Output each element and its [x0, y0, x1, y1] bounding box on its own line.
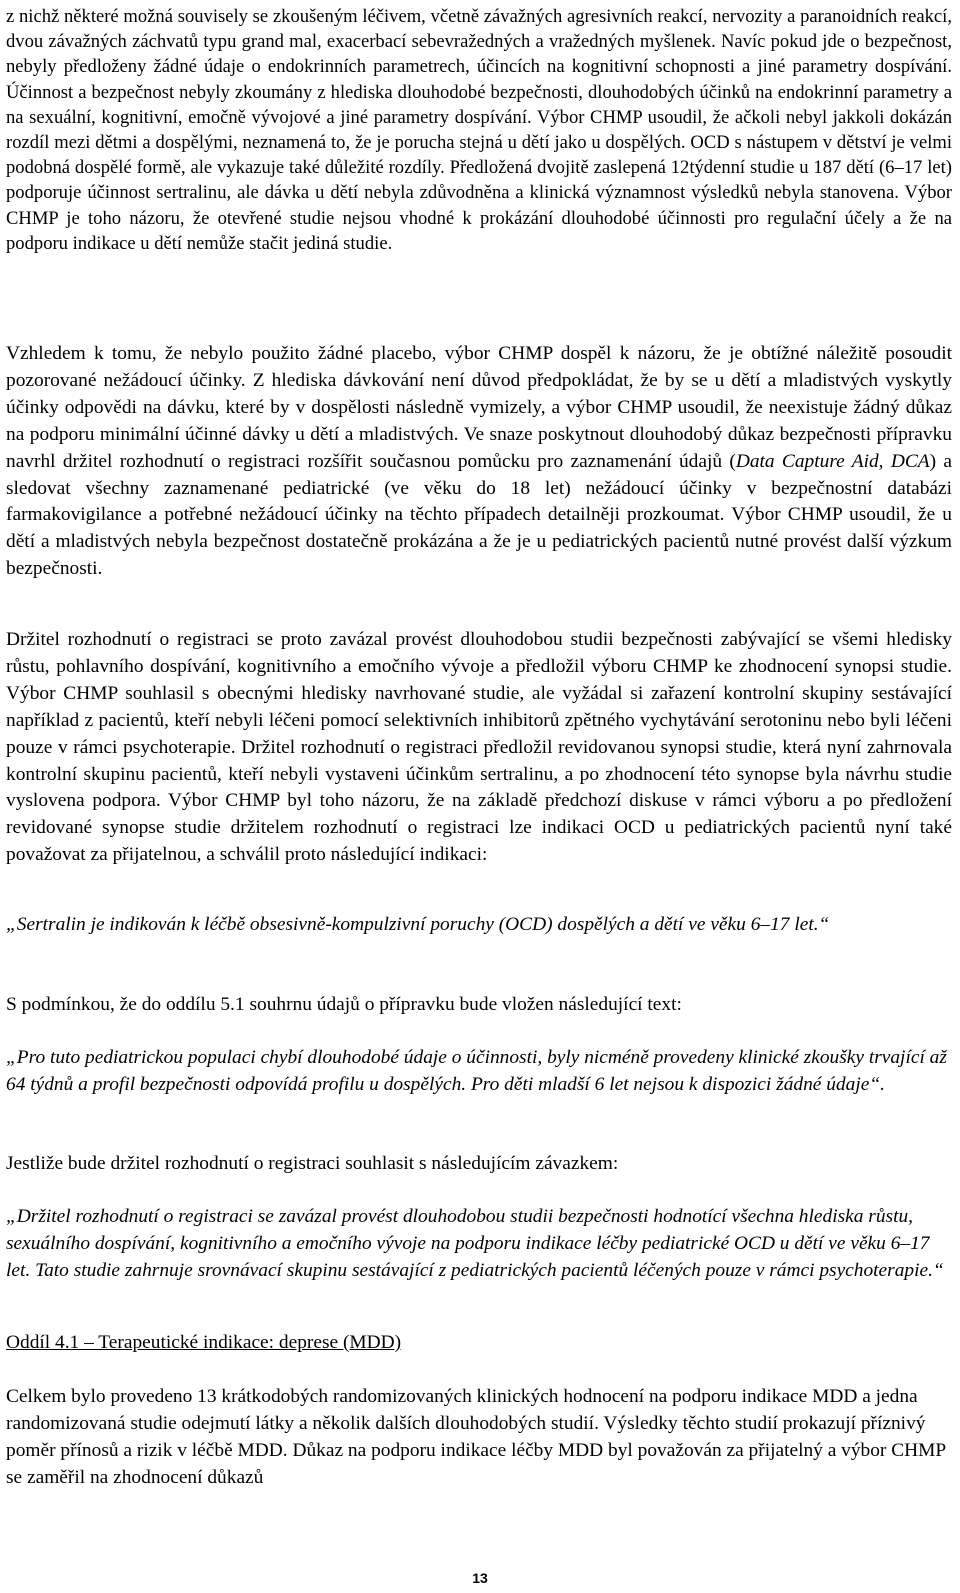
- section-heading: Oddíl 4.1 – Terapeutické indikace: deprese (MDD): [6, 1332, 402, 1353]
- paragraph-text: Vzhledem k tomu, že nebylo použito žádné placebo, výbor CHMP dospěl k názoru, že je obtížné náležitě posoudit pozorované nežádoucí účinky. Z hlediska dávkování není důvod předpokládat, že by se u dětí a mladistvých vyskytly účinky odpovědi na dávku, které by v dospělosti následně vymizely, a výbor CHMP usoudil, že neexistuje žádný důkaz na podporu minimální účinné dávky u dětí a mladistvých. Ve snaze poskytnout dlouhodobý důkaz bezpečnosti přípravku navrhl držitel rozhodnutí o registraci rozšířit současnou pomůcku pro zaznamenání údajů (: [6, 343, 952, 472]
- paragraph-text: ) a sledovat všechny zaznamenané pediatrické (ve věku do 18 let) nežádoucí účinky v bezpečnostní databázi farmakovigilance a potřebné nežádoucí účinky na těchto případech detailněji prozkoumat. Výbor CHMP usoudil, že u dětí a mladistvých nebyla bezpečnost dostatečně prokázána a že je u pediatrických pacientů nutné provést další výzkum bezpečnosti.: [6, 450, 952, 580]
- quote-spc-text: „Pro tuto pediatrickou populaci chybí dlouhodobé údaje o účinnosti, byly nicméně provedeny klinické zkoušky trvající až 64 týdnů a profil bezpečnosti odpovídá profilu u dospělých. Pro děti mladší 6 let nejsou k dispozici žádné údaje“.: [6, 1047, 947, 1095]
- paragraph-safety-efficacy: z nichž některé možná souvisely se zkoušeným léčivem, včetně závažných agresivních reakcí, nervozity a paranoidních reakcí, dvou závažných záchvatů typu grand mal, exacerbací sebevražedných a vražedných myšlenek. Navíc pokud jde o bezpečnost, nebyly předloženy žádné údaje o endokrinních parametrech, účincích na kognitivní schopnosti a jiné parametry dospívání. Účinnost a bezpečnost nebyly zkoumány z hlediska dlouhodobé bezpečnosti, dlouhodobých účinků na endokrinní parametry a na sexuální, kognitivní, emočně vývojové a jiné parametry dospívání. Výbor CHMP usoudil, že ačkoli nebyl jakkoli dokázán rozdíl mezi dětmi a dospělými, neznamená to, že je porucha stejná u dětí jako u dospělých. OCD s nástupem v dětství je velmi podobná dospělé formě, ale vykazuje také důležité rozdíly. Předložená dvojitě zaslepená 12týdenní studie u 187 dětí (6–17 let) podporuje účinnost sertralinu, ale dávka u dětí nebyla zdůvodněna a klinická významnost výsledků nebyla stanovena. Výbor CHMP je toho názoru, že otevřené studie nejsou vhodné k prokázání dlouhodobé účinnosti pro regulační účely a že na podporu indikace u dětí nemůže stačit jediná studie.: [6, 6, 952, 254]
- quote-indication-ocd: „Sertralin je indikován k léčbě obsesivně-kompulzivní poruchy (OCD) dospělých a dětí ve věku 6–17 let.“: [6, 914, 830, 935]
- page-number: 13: [472, 1570, 488, 1586]
- quote-commitment: „Držitel rozhodnutí o registraci se zavázal provést dlouhodobou studii bezpečnosti hodnotící všechna hlediska růstu, sexuálního dospívání, kognitivního a emočního vývoje na podporu indikace léčby pediatrické OCD u dětí ve věku 6–17 let. Tato studie zahrnuje srovnávací skupinu sestávající z pediatrických pacientů léčených pouze v rámci psychoterapie.“: [6, 1206, 944, 1281]
- paragraph-placebo-dosage: [6, 341, 952, 583]
- paragraph-italic-term: Data Capture Aid, DCA: [735, 450, 930, 472]
- paragraph-condition: S podmínkou, že do oddílu 5.1 souhrnu údajů o přípravku bude vložen následující text:: [6, 994, 682, 1015]
- paragraph-long-term-study: Držitel rozhodnutí o registraci se proto zavázal provést dlouhodobou studii bezpečnosti zabývající se všemi hledisky růstu, pohlavního dospívání, kognitivního a emočního vývoje a předložil výboru CHMP ke zhodnocení synopsi studie. Výbor CHMP souhlasil s obecnými hledisky navrhované studie, ale vyžádal si zařazení kontrolní skupiny sestávající například z pacientů, kteří nebyli léčeni pomocí selektivních inhibitorů zpětného vychytávání serotoninu nebo byli léčeni pouze v rámci psychoterapie. Držitel rozhodnutí o registraci předložil revidovanou synopsi studie, která nyní zahrnovala kontrolní skupinu pacientů, kteří nebyli vystaveni účinkům sertralinu, a po zhodnocení této synopse byla návrhu studie vyslovena podpora. Výbor CHMP byl toho názoru, že na základě předchozí diskuse v rámci výboru a po předložení revidované synopse studie držitelem rozhodnutí o registraci lze indikaci OCD u pediatrických pacientů nyní také považovat za přijatelnou, a schválil proto následující indikaci:: [6, 629, 952, 866]
- paragraph-mdd: Celkem bylo provedeno 13 krátkodobých randomizovaných klinických hodnocení na podporu indikace MDD a jedna randomizovaná studie odejmutí látky a několik dalších dlouhodobých studií. Výsledky těchto studií prokazují příznivý poměr přínosů a rizik v léčbě MDD. Důkaz na podporu indikace léčby MDD byl považován za přijatelný a výbor CHMP se zaměřil na zhodnocení důkazů: [6, 1386, 946, 1488]
- paragraph-commitment-intro: Jestliže bude držitel rozhodnutí o registraci souhlasit s následujícím závazkem:: [6, 1153, 619, 1174]
